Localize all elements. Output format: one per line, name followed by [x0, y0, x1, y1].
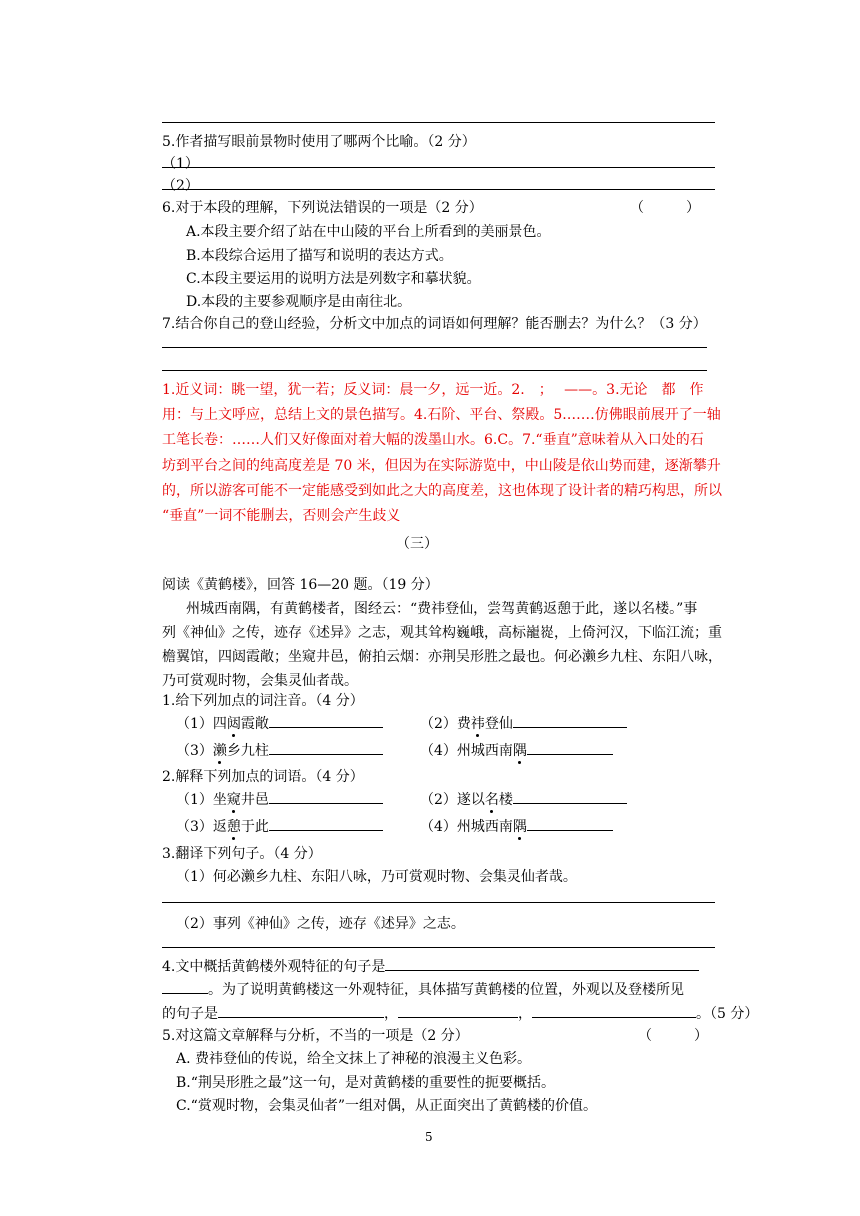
option-a: A. 费祎登仙的传说，给全文抹上了神秘的浪漫主义色彩。	[176, 1051, 532, 1067]
answer-line	[162, 370, 707, 371]
answer-line	[162, 167, 715, 168]
option-d: D.本段的主要参观顺序是由南往北。	[186, 294, 412, 310]
fill-blank[interactable]	[385, 956, 699, 971]
answer-key-line: 1.近义词：眺一望，犹一若；反义词：晨一夕，远一近。2. ； ——。3.无论 都 作	[162, 382, 704, 398]
option-c: C.“赏观时物，会集灵仙者”一组对偶，从正面突出了黄鹤楼的价值。	[176, 1098, 597, 1114]
fill-blank[interactable]	[532, 1003, 696, 1018]
option-a: A.本段主要介绍了站在中山陵的平台上所看到的美丽景色。	[186, 224, 551, 240]
dotted-char: 祎	[470, 716, 485, 732]
section-intro: 阅读《黄鹤楼》，回答 16—20 题。（19 分）	[162, 577, 439, 593]
fill-blank[interactable]	[218, 1003, 384, 1018]
fill-blank[interactable]	[513, 789, 627, 804]
answer-line	[162, 947, 715, 948]
answer-line	[162, 347, 707, 348]
option-b: B.本段综合运用了描写和说明的表达方式。	[186, 248, 453, 264]
passage-line: 檐翼馆，四闼霞敞；坐窥井邑，俯拍云烟：亦荆吴形胜之最也。何必濑乡九柱、东阳八咏，	[162, 649, 722, 665]
dotted-char: 闼	[226, 716, 241, 732]
dotted-char: 憩	[226, 819, 241, 835]
item-2-1: （1）坐窥井邑	[176, 789, 383, 809]
option-c: C.本段主要运用的说明方法是列数字和摹状貌。	[186, 271, 481, 287]
subquestion-3: 3.翻译下列句子。（4 分）	[162, 846, 322, 862]
option-b: B.“荆吴形胜之最”这一句，是对黄鹤楼的重要性的扼要概括。	[176, 1075, 556, 1091]
dotted-char: 隅	[512, 743, 527, 759]
answer-label-1: （1）	[162, 156, 199, 172]
fill-blank[interactable]	[269, 713, 383, 728]
answer-key-line: 坊到平台之间的纯高度差是 70 米，但因为在实际游览中，中山陵是依山势而建，逐渐攀升	[162, 458, 721, 474]
fill-blank[interactable]	[527, 740, 613, 755]
fill-blank[interactable]	[527, 816, 613, 831]
fill-blank[interactable]	[513, 713, 627, 728]
item-2-3: （3）返憩于此	[176, 816, 383, 836]
dotted-char: 隅	[512, 819, 527, 835]
answer-key-line: 的，所以游客可能不一定能感受到如此之大的高度差，这也体现了设计者的精巧构思，所以	[162, 483, 722, 499]
section-heading: （三）	[396, 536, 438, 552]
passage-line: 乃可赏观时物，会集灵仙者哉。	[162, 673, 358, 689]
answer-key-line: 工笔长卷：……人们又好像面对着大幅的泼墨山水。6.C。7.“垂直”意味着从入口处的石	[162, 432, 704, 448]
item-2-4: （4）州城西南隅	[420, 816, 613, 836]
item-1-1: （1）四闼霞敞	[176, 713, 383, 733]
answer-paren: （ ）	[630, 200, 700, 216]
fill-blank[interactable]	[269, 816, 383, 831]
fill-blank[interactable]	[398, 1003, 518, 1018]
page-number: 5	[425, 1130, 433, 1144]
question-5: 5.作者描写眼前景物时使用了哪两个比喻。（2 分）	[162, 134, 476, 150]
subquestion-4-cont: 。为了说明黄鹤楼这一外观特征，具体描写黄鹤楼的位置，外观以及登楼所见	[162, 979, 684, 999]
sentence-1: （1）何必濑乡九柱、东阳八咏，乃可赏观时物、会集灵仙者哉。	[176, 869, 577, 885]
item-1-3: （3）濑乡九柱	[176, 740, 383, 760]
item-1-2: （2）费祎登仙	[420, 713, 627, 733]
answer-paren: （ ）	[638, 1028, 708, 1044]
sentence-2: （2）事列《神仙》之传，迹存《述异》之志。	[176, 916, 465, 932]
answer-line	[162, 122, 715, 123]
fill-blank[interactable]	[269, 740, 383, 755]
passage-line: 州城西南隅，有黄鹤楼者，图经云：“费祎登仙，尝驾黄鹤返憩于此，遂以名楼。”事	[186, 601, 698, 617]
subquestion-5: 5.对这篇文章解释与分析，不当的一项是（2 分）	[162, 1028, 469, 1044]
passage-line: 列《神仙》之传，迹存《述异》之志，观其耸构巍峨，高标巃嵸，上倚河汉，下临江流；重	[162, 625, 722, 641]
question-7: 7.结合你自己的登山经验，分析文中加点的词语如何理解？能否删去？为什么？（3 分）	[162, 316, 707, 332]
subquestion-4: 4.文中概括黄鹤楼外观特征的句子是	[162, 956, 699, 976]
subquestion-2: 2.解释下列加点的词语。（4 分）	[162, 769, 364, 785]
answer-key-line: “垂直”一词不能删去，否则会产生歧义	[162, 508, 401, 524]
dotted-char: 窥	[226, 792, 241, 808]
dotted-char: 名	[484, 792, 499, 808]
question-6: 6.对于本段的理解，下列说法错误的一项是（2 分）	[162, 200, 483, 216]
answer-label-2: （2）	[162, 178, 199, 194]
subquestion-4-cont: 的句子是 ， ， 。（5 分）	[162, 1003, 758, 1023]
fill-blank[interactable]	[162, 979, 208, 994]
answer-line	[162, 189, 715, 190]
item-1-4: （4）州城西南隅	[420, 740, 613, 760]
answer-line	[162, 902, 715, 903]
fill-blank[interactable]	[269, 789, 383, 804]
answer-key-line: 用：与上文呼应，总结上文的景色描写。4.石阶、平台、祭殿。5.……仿佛眼前展开了一轴	[162, 407, 721, 423]
dotted-char: 濑	[212, 743, 227, 759]
item-2-2: （2）遂以名楼	[420, 789, 627, 809]
subquestion-1: 1.给下列加点的词注音。（4 分）	[162, 693, 364, 709]
